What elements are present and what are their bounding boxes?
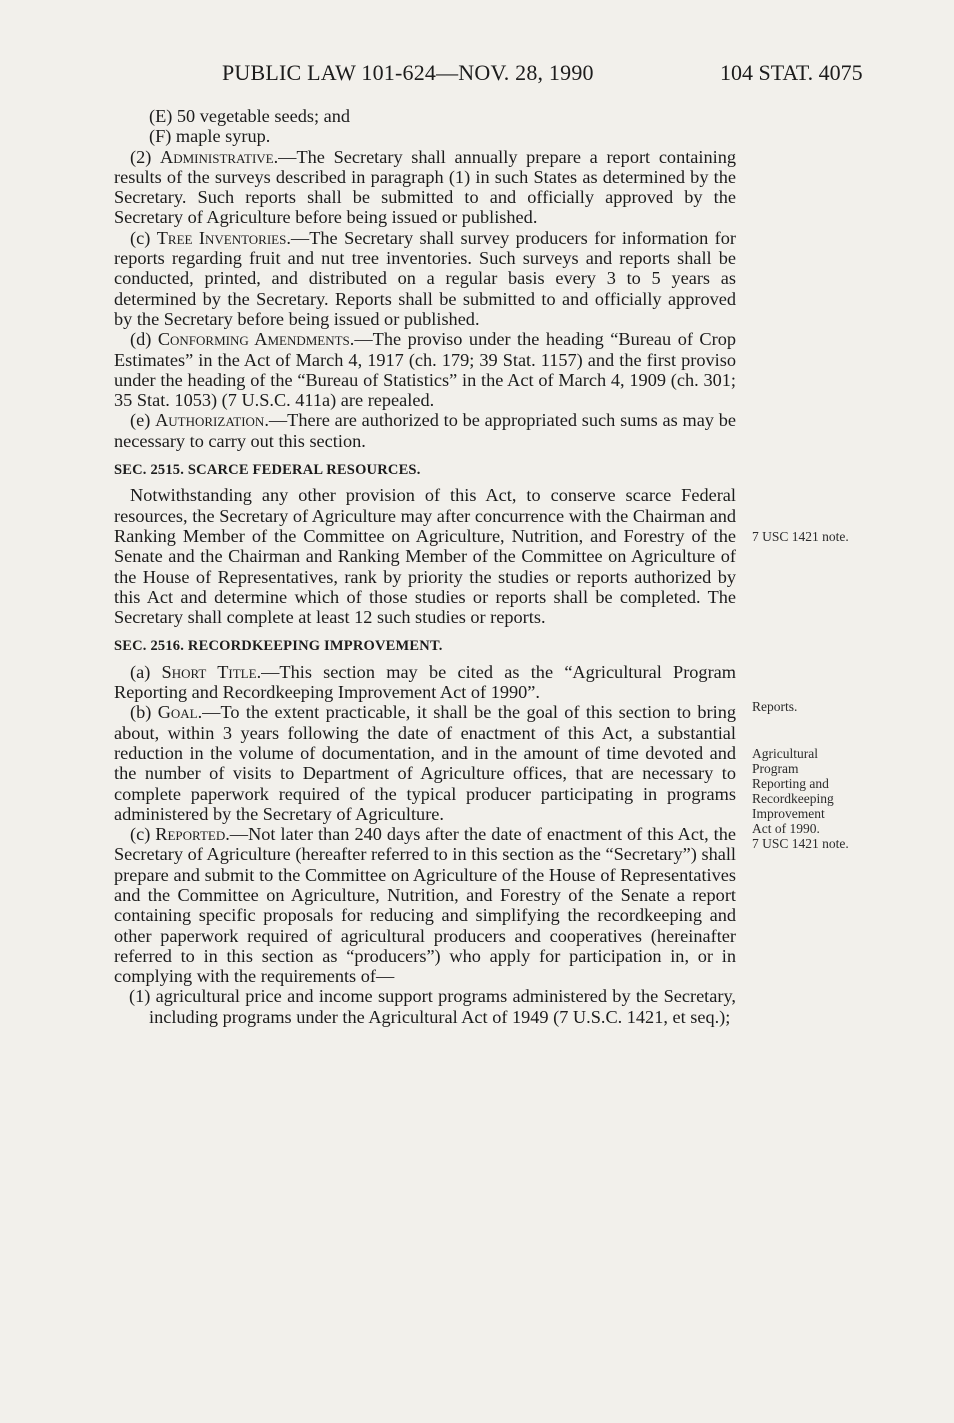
margin-note-line: Agricultural: [752, 746, 818, 761]
paragraph-tree-inventories: (c) Tree Inventories.—The Secretary shall survey producers for information for reports regarding fruit and nut tree inventories. Such surveys and reports shall be conducted, printed, and distributed on a regular basis every 3 to 5 years as determined by the Secretary. Reports shall be submitted to and officially approved by the Secretary before being issued or published.: [114, 227, 736, 329]
paragraph-goal: (b) Goal.—To the extent practicable, it shall be the goal of this section to bring about, within 3 years following the date of enactment of this Act, a substantial reduction in the volume of documentation, and in the amount of time devoted and the number of visits to Department of Agriculture offices, that are necessary to complete paperwork required of the typical producer participating in programs administered by the Secretary of Agriculture.: [114, 702, 736, 824]
margin-note-line: Reporting and: [752, 776, 829, 791]
margin-note-line: Recordkeeping: [752, 791, 834, 806]
heading-authorization: Authorization: [155, 410, 265, 431]
running-header: [0, 60, 954, 92]
paragraph-scarce-resources: Notwithstanding any other provision of this Act, to conserve scarce Federal resources, the Secretary of Agriculture may after concurrence with the Chairman and Ranking Member of the Committee on Agriculture, Nutrition, and Forestry of the Senate and the Chairman and Ranking Member of the Committee on Agriculture of the House of Representatives, rank by priority the studies or reports authorized by this Act and determine which of those studies or reports shall be completed. The Secretary shall complete at least 12 such studies or reports.: [114, 485, 736, 628]
paragraph-conforming-amendments: (d) Conforming Amendments.—The proviso under the heading “Bureau of Crop Estimates” in the Act of March 4, 1917 (ch. 179; 39 Stat. 1157) and the first proviso under the heading of the “Bureau of Statistics” in the Act of March 4, 1909 (ch. 301; 35 Stat. 1053) (7 U.S.C. 411a) are repealed.: [114, 329, 736, 411]
heading-goal: Goal: [157, 702, 198, 723]
paragraph-f: (F) maple syrup.: [149, 126, 271, 147]
paragraph-reported: (c) Reported.—Not later than 240 days after the date of enactment of this Act, the Secretary of Agriculture (hereafter referred to in this section as the “Secretary”) shall prepare and submit to the Committee on Agriculture of the House of Representatives and the Committee on Agriculture, Nutrition, and Forestry of the Senate a report containing specific proposals for reducing and simplifying the recordkeeping and other paperwork required of agricultural producers and cooperatives (hereinafter referred to in this section as “producers”) who apply for participation in, or in complying with the requirements of—: [114, 824, 736, 987]
body-text: [114, 106, 736, 1027]
margin-note-act-title: [752, 746, 922, 851]
paragraph-administrative: (2) Administrative.—The Secretary shall annually prepare a report containing results of the surveys described in paragraph (1) in such States as determined by the Secretary. Such reports shall be submitted to and officially approved by the Secretary of Agriculture before being issued or published.: [114, 146, 736, 228]
paragraph-e: (E) 50 vegetable seeds; and: [149, 106, 351, 126]
stat-page-number: 104 STAT. 4075: [720, 60, 863, 85]
paragraph-item-1: (1) agricultural price and income support programs administered by the Secretary, including programs under the Agricultural Act of 1949 (7 U.S.C. 1421, et seq.);: [129, 986, 736, 1027]
heading-reported: Reported: [155, 824, 226, 845]
margin-note-line: 7 USC 1421 note.: [752, 836, 849, 851]
paragraph-authorization: (e) Authorization.—There are authorized to be appropriated such sums as may be necessary to carry out this section.: [114, 410, 736, 451]
paragraph-short-title: (a) Short Title.—This section may be cited as the “Agricultural Program Reporting and Recordkeeping Improvement Act of 1990”.: [114, 661, 736, 703]
heading-conforming-amendments: Conforming Amendments: [157, 329, 350, 350]
margin-note-line: Act of 1990.: [752, 821, 820, 836]
margin-note-line: Program: [752, 761, 799, 776]
heading-administrative: Administrative: [160, 146, 274, 167]
running-title: PUBLIC LAW 101-624—NOV. 28, 1990: [222, 60, 594, 85]
margin-note-line: Improvement: [752, 806, 825, 821]
section-heading-2516: SEC. 2516. RECORDKEEPING IMPROVEMENT.: [114, 638, 443, 655]
heading-tree-inventories: Tree Inventories: [156, 227, 287, 248]
heading-short-title: Short Title: [161, 661, 257, 682]
section-heading-2515: SEC. 2515. SCARCE FEDERAL RESOURCES.: [114, 462, 421, 479]
margin-note-usc-1: 7 USC 1421 note.: [752, 529, 849, 544]
margin-note-reports: Reports.: [752, 699, 798, 714]
